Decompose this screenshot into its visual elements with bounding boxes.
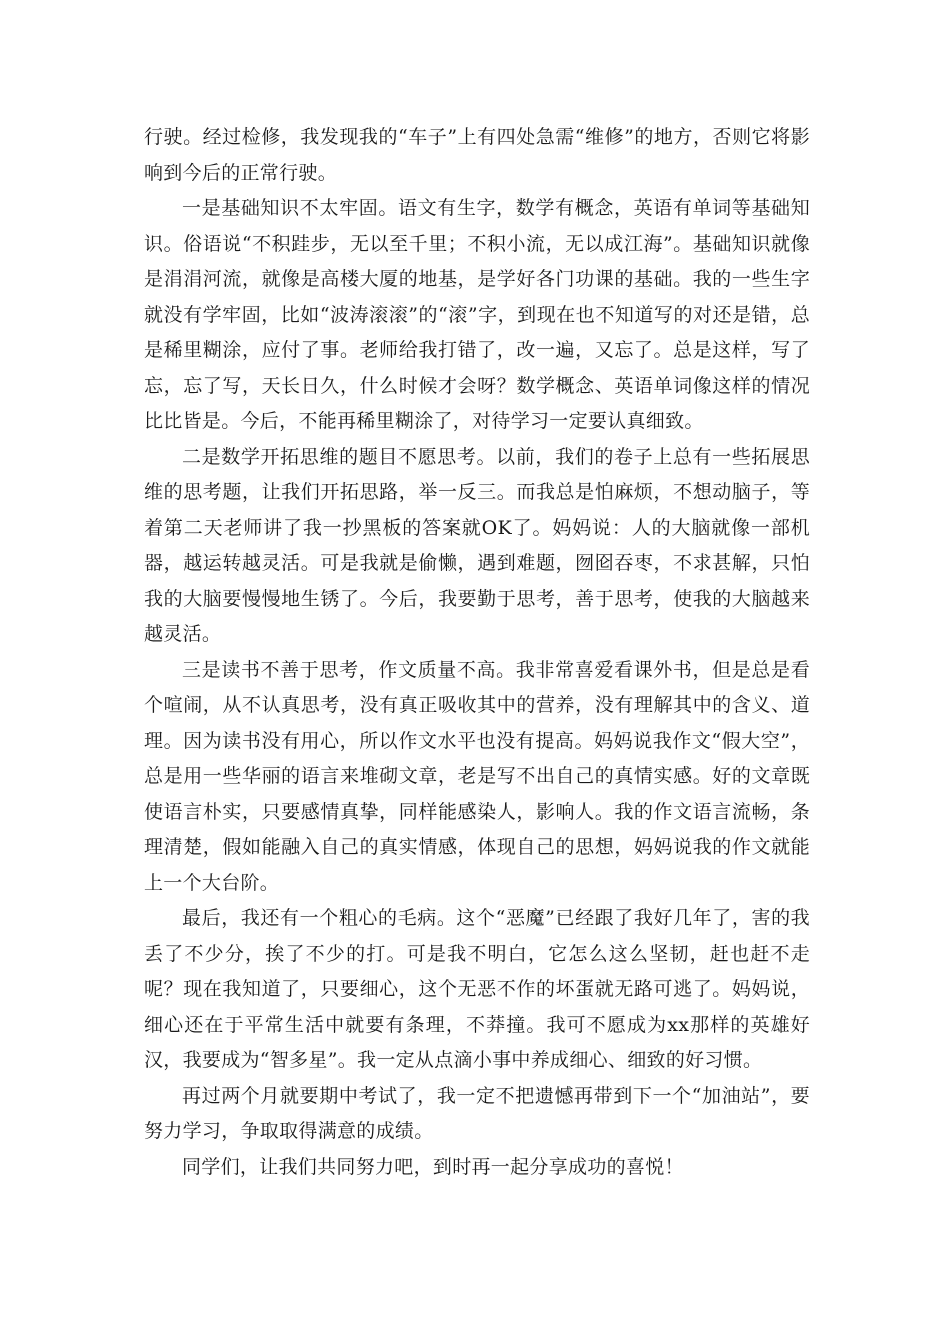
paragraph-closing: 同学们，让我们共同努力吧，到时再一起分享成功的喜悦！	[182, 1155, 684, 1178]
paragraph-reading-writing: 三是读书不善于思考，作文质量不高。我非常喜爱看课外书，但是总是看个喧闹，从不认真思考，没有真正吸收其中的营养，没有理解其中的含义、道理。因为读书没有用心，所以作文水平也没有提高。妈妈说我作文“假大空”，总是用一些华丽的语言来堆砌文章，老是写不出自己的真情实感。好的文章既使语言朴实，只要感情真挚，同样能感染人，影响人。我的作文语言流畅，条理清楚，假如能融入自己的真实情感，体现自己的思想，妈妈说我的作文就能上一个大台阶。	[144, 658, 810, 894]
paragraph-math-thinking: 二是数学开拓思维的题目不愿思考。以前，我们的卷子上总有一些拓展思维的思考题，让我们开拓思路，举一反三。而我总是怕麻烦，不想动脑子，等着第二天老师讲了我一抄黑板的答案就OK了。妈妈说：人的大脑就像一部机器，越运转越灵活。可是我就是偷懒，遇到难题，囫囵吞枣，不求甚解，只怕我的大脑要慢慢地生锈了。今后，我要勤于思考，善于思考，使我的大脑越来越灵活。	[144, 445, 810, 645]
document-body	[144, 120, 810, 1185]
paragraph-continuation: 行驶。经过检修，我发现我的“车子”上有四处急需“维修”的地方，否则它将影响到今后的正常行驶。	[144, 126, 810, 184]
paragraph-exam-goal: 再过两个月就要期中考试了，我一定不把遗憾再带到下一个“加油站”，要努力学习，争取取得满意的成绩。	[144, 1084, 810, 1142]
paragraph-basic-knowledge: 一是基础知识不太牢固。语文有生字，数学有概念，英语有单词等基础知识。俗语说“不积跬步，无以至千里；不积小流，无以成江海”。基础知识就像是涓涓河流，就像是高楼大厦的地基，是学好各门功课的基础。我的一些生字就没有学牢固，比如“波涛滚滚”的“滚”字，到现在也不知道写的对还是错，总是稀里糊涂，应付了事。老师给我打错了，改一遍，又忘了。总是这样，写了忘，忘了写，天长日久，什么时候才会呀？数学概念、英语单词像这样的情况比比皆是。今后，不能再稀里糊涂了，对待学习一定要认真细致。	[144, 197, 810, 432]
paragraph-carelessness: 最后，我还有一个粗心的毛病。这个“恶魔”已经跟了我好几年了，害的我丢了不少分，挨了不少的打。可是我不明白，它怎么这么坚韧，赶也赶不走呢？现在我知道了，只要细心，这个无恶不作的坏蛋就无路可逃了。妈妈说，细心还在于平常生活中就要有条理，不莽撞。我可不愿成为xx那样的英雄好汉，我要成为“智多星”。我一定从点滴小事中养成细心、细致的好习惯。	[144, 907, 810, 1071]
